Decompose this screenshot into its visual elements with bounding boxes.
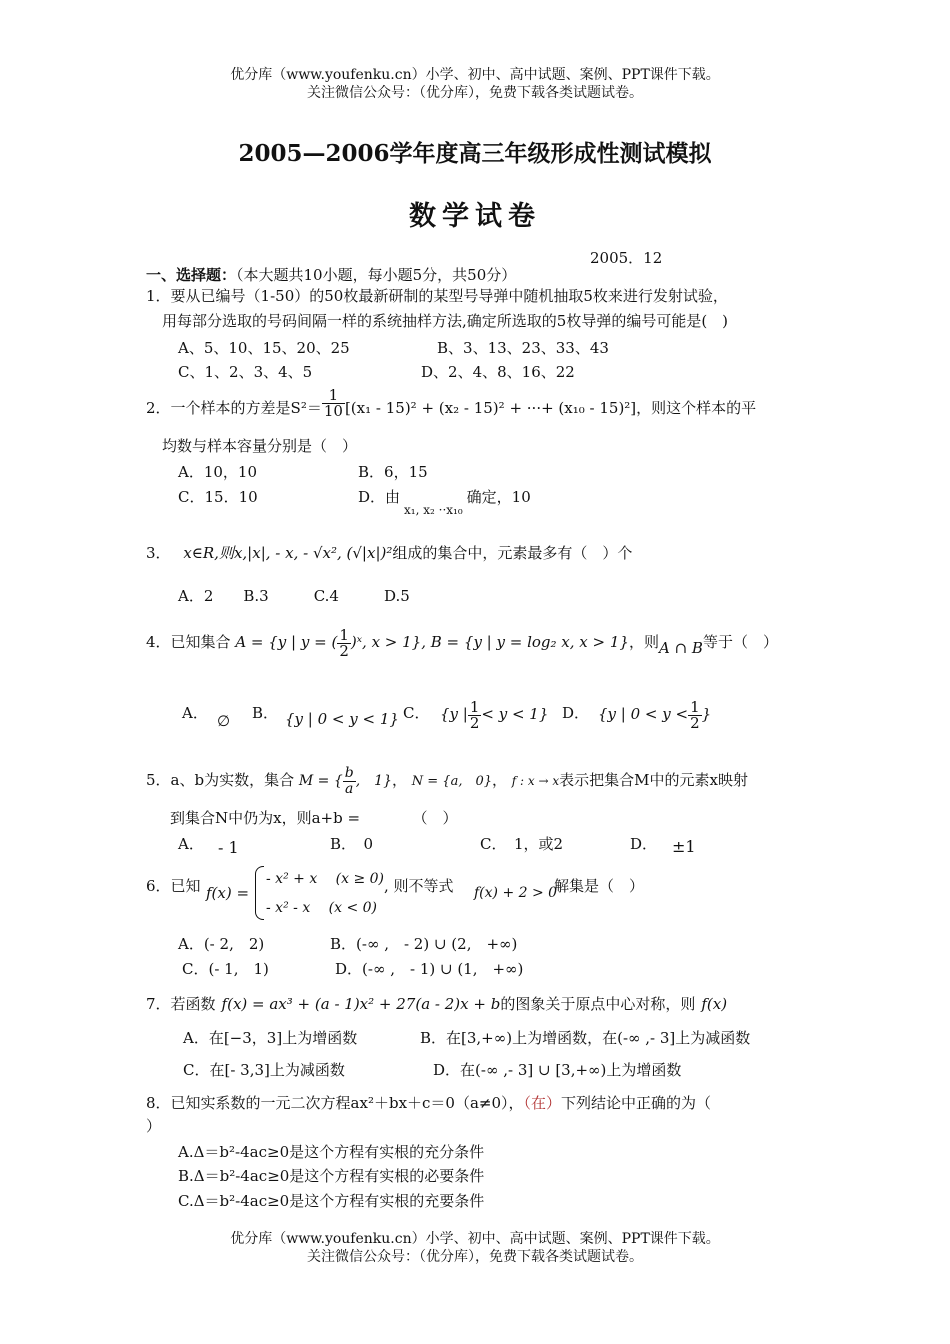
q1-option-d: D、2、4、8、16、22	[421, 363, 575, 381]
q6-case-1: - x² + x (x ≥ 0)	[266, 871, 385, 887]
q5-suffix: 表示把集合M中的元素x映射	[559, 771, 748, 789]
q2-line-1	[146, 385, 757, 420]
exam-subtitle: 数学试卷	[409, 201, 541, 232]
q7-fx: f(x)	[701, 995, 728, 1013]
q5-line-2: 到集合N中仍为x，则a+b = （ ）	[170, 809, 458, 827]
q6-option-c: C．(- 1, 1)	[182, 960, 269, 978]
q5-option-d: D．	[630, 835, 658, 853]
exam-title: 2005—2006学年度高三年级形成性测试模拟	[238, 140, 712, 167]
q6-suffix: 解集是（ ）	[554, 877, 645, 895]
q5-map: f : x → x	[511, 774, 560, 788]
q8-option-b: B.Δ＝b²-4ac≥0是这个方程有实根的必要条件	[178, 1167, 485, 1185]
q3-expression: x∈R,则x,|x|, - x, - √x², (√|x|)²	[183, 544, 393, 562]
q7-suffix: 的图象关于原点中心对称，则	[500, 995, 696, 1013]
q8-option-c: C.Δ＝b²-4ac≥0是这个方程有实根的充要条件	[178, 1192, 485, 1210]
q2-fraction	[322, 385, 345, 420]
q4-option-c-fraction	[468, 697, 482, 732]
q4-half-fraction	[337, 625, 351, 660]
q5-set-n: N = {a, 0}	[411, 774, 492, 789]
q5-set-m-1: M = {	[298, 773, 343, 789]
q5-line-1: 5．a、b为实数，集合 M = { $\frac{b}{a}$ , 1}， N = {a, 0}， f : x → x表示把集合M中的元素x映射	[146, 764, 748, 797]
q4-option-a: A．	[182, 704, 208, 722]
q5-option-c: C． 1，或2	[480, 835, 564, 853]
q3-line-1	[146, 543, 632, 563]
footer-line-1: 优分库（www.youfenku.cn）小学、初中、高中试题、案例、PPT课件下载。	[230, 1231, 720, 1247]
q7-option-a: A．在[−3，3]上为增函数	[183, 1029, 358, 1047]
q5-set-m-2: , 1}	[355, 773, 392, 789]
q3-options: A．2 B.3 C.4 D.5	[178, 587, 410, 605]
q4-option-a-value: ∅	[217, 712, 231, 730]
q7-option-b: B．在[3,+∞)上为增函数，在(-∞ ,- 3]上为减函数	[420, 1029, 751, 1047]
q4-option-d-num: 1	[690, 697, 700, 716]
q6-option-b: B．(-∞ , - 2) ∪ (2, +∞)	[330, 935, 518, 953]
q8-prefix: 8．已知实系数的一元二次方程ax²＋bx＋c＝0（a≠0），	[146, 1094, 524, 1112]
q4-set-b: , B = {y | y = log₂ x, x > 1}	[421, 633, 629, 651]
header-line-2: 关注微信公众号：（优分库），免费下载各类试题试卷。	[307, 85, 643, 101]
q5-option-b: B． 0	[330, 835, 374, 853]
q4-half-num: 1	[339, 625, 349, 644]
q2-option-d-vars: x₁, x₂ ··x₁₀	[404, 503, 463, 517]
q2-frac-den: 10	[323, 401, 343, 420]
q6-mid: , 则不等式	[384, 877, 454, 895]
q4-option-d-fraction	[688, 697, 702, 732]
exam-date: 2005．12	[590, 249, 663, 267]
q7-prefix: 7．若函数	[146, 995, 216, 1013]
q8-red-mark: （在）	[523, 1094, 562, 1112]
section-heading	[146, 265, 516, 285]
q4-option-c-num: 1	[469, 697, 480, 716]
q6-inequality: f(x) + 2 > 0	[474, 885, 558, 901]
q7-line-1	[146, 994, 727, 1014]
q7-function: f(x) = ax³ + (a - 1)x² + 27(a - 2)x + b	[221, 995, 501, 1013]
q4-option-c-den: 2	[469, 713, 480, 732]
q5-option-a: A．	[178, 835, 204, 853]
section-heading-label: 一、选择题：	[146, 266, 237, 284]
q5-option-a-value: - 1	[218, 838, 239, 857]
q8-suffix: 下列结论中正确的为（	[561, 1094, 712, 1112]
q2-option-d-prefix: D．由	[358, 488, 401, 506]
header-line-1: 优分库（www.youfenku.cn）小学、初中、高中试题、案例、PPT课件下载。	[230, 67, 720, 83]
q8-option-a: A.Δ＝b²-4ac≥0是这个方程有实根的充分条件	[178, 1143, 485, 1161]
q1-option-b: B、3、13、23、33、43	[437, 339, 609, 357]
q4-option-c: C．	[403, 704, 430, 722]
q6-prefix: 6．已知	[146, 877, 201, 895]
q4-option-b-value: {y | 0 < y < 1}	[285, 710, 399, 728]
q5-b-over-a	[343, 766, 356, 797]
q6-fx: f(x) =	[206, 884, 250, 902]
q1-option-a: A、5、10、15、20、25	[178, 339, 350, 357]
q6-case-2: - x² - x (x < 0)	[266, 900, 378, 916]
q4-half-den: 2	[339, 641, 349, 660]
q3-number: 3．	[146, 544, 171, 562]
q6-case-brace	[255, 866, 264, 920]
q5-option-d-value: ±1	[672, 837, 696, 856]
q8-line-1	[146, 1093, 711, 1113]
q2-frac-num: 1	[322, 388, 345, 404]
q4-line-1	[146, 622, 778, 662]
q4-set-a-2: )ˣ, x > 1}	[350, 633, 422, 651]
footer-line-2: 关注微信公众号：（优分库），免费下载各类试题试卷。	[307, 1249, 643, 1265]
q4-option-c-value	[440, 694, 548, 734]
q6-option-d: D．(-∞ , - 1) ∪ (1, +∞)	[335, 960, 524, 978]
q4-then: ，则	[628, 633, 659, 651]
q2-prefix: 2．一个样本的方差是	[146, 399, 291, 417]
q5-b-num: b	[344, 764, 354, 781]
q7-option-d: D．在(-∞ ,- 3] ∪ [3,+∞)上为增函数	[433, 1061, 682, 1079]
q2-expression: [(x₁ - 15)² + (x₂ - 15)² + ···+ (x₁₀ - 15)²]	[344, 399, 637, 417]
q6-option-a: A．(- 2, 2)	[178, 935, 265, 953]
q4-set-a-1: A = {y | y = (	[235, 633, 338, 651]
q5-prefix: 5．a、b为实数，集合	[146, 771, 295, 789]
q4-suffix: 等于（ ）	[702, 633, 778, 651]
q4-option-d-value	[598, 694, 711, 734]
q2-option-d-suffix: 确定，10	[466, 488, 531, 506]
q4-option-d-value-1: {y | 0 < y <	[598, 705, 689, 723]
q2-eq: ＝	[306, 399, 322, 417]
q4-option-c-value-1: {y |	[440, 705, 468, 723]
q1-line-1: 1．要从已编号（1-50）的50枚最新研制的某型号导弹中随机抽取5枚来进行发射试验，	[146, 287, 728, 305]
q4-intersection: A ∩ B	[658, 639, 703, 657]
q2-option-c: C．15．10	[178, 488, 258, 506]
q2-suffix: ，则这个样本的平	[636, 399, 757, 417]
q1-line-2: 用每部分选取的号码间隔一样的系统抽样方法,确定所选取的5枚导弹的编号可能是( )	[162, 312, 729, 330]
q4-option-c-value-2: < y < 1}	[481, 705, 549, 723]
q7-option-c: C．在[- 3,3]上为减函数	[183, 1061, 345, 1079]
q1-option-c: C、1、2、3、4、5	[178, 363, 313, 381]
q4-option-b: B．	[252, 704, 279, 722]
q2-option-b: B．6，15	[358, 463, 428, 481]
q2-option-a: A．10，10	[178, 463, 258, 481]
q4-option-d-den: 2	[690, 713, 700, 732]
q2-s2: S²	[290, 399, 307, 417]
q4-option-d-value-2: }	[701, 705, 712, 723]
section-heading-note: （本大题共10小题，每小题5分，共50分）	[236, 266, 517, 284]
q2-line-2: 均数与样本容量分别是（ ）	[162, 437, 358, 455]
q4-prefix: 4．已知集合	[146, 633, 231, 651]
q8-line-2: ）	[146, 1117, 162, 1135]
q3-suffix: 组成的集合中，元素最多有（ ）个	[392, 544, 633, 562]
q5-a-den: a	[345, 780, 354, 797]
q4-option-d: D．	[562, 704, 590, 722]
